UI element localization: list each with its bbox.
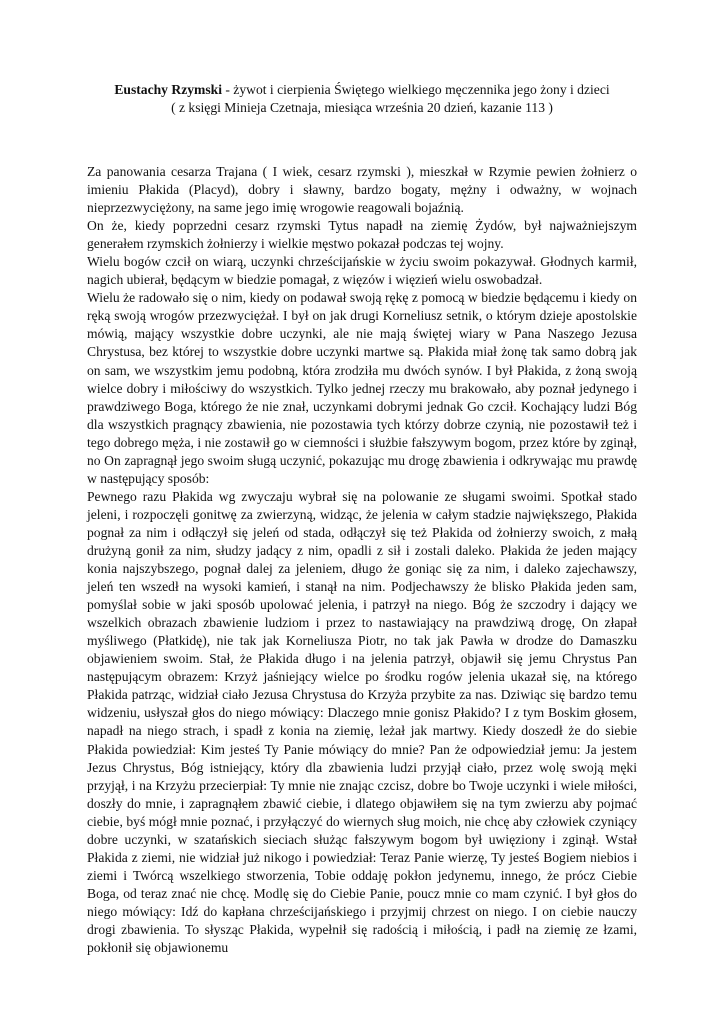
paragraph: Wielu że radowało się o nim, kiedy on podawał swoją rękę z pomocą w biedzie będącemu i kiedy on ręką swoją wrogów przezwyciężał. I był on jak drugi Korneliusz setnik, o którym dzieje apostolskie mówią, mający wszystkie dobre uczynki, ale nie mają świętej wiary w Pana Naszego Jezusa Chrystusa, bez której to wszystkie dobre uczynki martwe są. Płakida miał żonę tak samo dobrą jak on sam, we wszystkim jemu podobną, która zrodziła mu dwóch synów. I był Płakida, z żoną swoją wielce dobry i miłościwy do wszystkich. Tylko jednej rzeczy mu brakowało, aby poznał jedynego i prawdziwego Boga, którego że nie znał, uczynkami dobrymi jednak Go czcił. Kochający ludzi Bóg dla wszystkich pragnący zbawienia, nie pozostawia tych którzy dobrze czynią, nie pozostawił też i tego dobrego męża, i nie zostawił go w ciemności i służbie fałszywym bogom, przez które by zginął, no On zapragnął jego swoim sługą uczynić, pokazując mu drogę zbawienia i odkrywając mu prawdę w następujący sposób:: [87, 290, 637, 486]
source-line: ( z księgi Minieja Czetnaja, miesiąca września 20 dzień, kazanie 113 ): [171, 100, 553, 115]
paragraph: On że, kiedy poprzedni cesarz rzymski Tytus napadł na ziemię Żydów, był najważniejszym generałem rzymskich żołnierzy i wielkie męstwo pokazał podczas tej wojny.: [87, 218, 637, 252]
paragraph: Za panowania cesarza Trajana ( I wiek, cesarz rzymski ), mieszkał w Rzymie pewien żołnierz o imieniu Płakida (Placyd), dobry i sławny, bardzo bogaty, mężny i odważny, w wojnach nieprzezwyciężony, na same jego imię wrogowie reagowali bojaźnią.: [87, 164, 637, 216]
title-text: - żywot i cierpienia Świętego wielkiego męczennika jego żony i dzieci: [221, 82, 610, 97]
document-header: [87, 81, 637, 117]
paragraph: Wielu bogów czcił on wiarą, uczynki chrześcijańskie w życiu swoim pokazywał. Głodnych karmił, nagich ubierał, będącym w biedzie pomagał, z więzów i więzień wielu oswobadzał.: [87, 254, 637, 288]
author-name: Eustachy Rzymski: [114, 82, 222, 97]
paragraph: Pewnego razu Płakida wg zwyczaju wybrał się na polowanie ze sługami swoimi. Spotkał stado jeleni, i rozpoczęli gonitwę za zwierzyną, widząc, że jelenia w całym stadzie największego, Płakida pognał za nim i odłączył się jeleń od stada, odłączył się też Płakida od żołnierzy swoich, z małą drużyną gonił za nim, słudzy jadący z nim, opadli z sił i zostali daleko. Płakida że jeden mający konia najszybszego, pognał dalej za jeleniem, długo że goniąc się za nim, i daleko zajechawszy, jeleń ten wszedł na wysoki kamień, i stanął na nim. Podjechawszy że blisko Płakida jeden sam, pomyślał sobie w jaki sposób upolować jelenia, i patrzył na niego. Bóg że szczodry i dający we wszelkich obrazach zbawienie ludziom i przez to nastawiający na prawdziwą drogę, On złapał myśliwego (Płatkidę), nie tak jak Korneliusza Piotr, no tak jak Pawła w drodze do Damaszku objawieniem swoim. Stał, że Płakida długo i na jelenia patrzył, objawił się jemu Chrystus Pan następującym obrazem: Krzyż jaśniejący wielce po środku rogów jelenia ukazał się, na którego Płakida patrząc, widział ciało Jezusa Chrystusa do Krzyża przybite za nas. Dziwiąc się bardzo temu widzeniu, usłyszał głos do niego mówiący: Dlaczego mnie gonisz Płakido? I z tym Boskim głosem, napadł na niego strach, i spadł z konia na ziemię, leżał jak martwy. Kiedy doszedł że do siebie Płakida powiedział: Kim jesteś Ty Panie mówiący do mnie? Pan że odpowiedział jemu: Ja jestem Jezus Chrystus, Bóg istniejący, który dla zbawienia ludzi przyjął ciało, przez wolę swoją męki przyjął, i na Krzyżu przecierpiał: Ty mnie nie znając czcisz, dobre bo Twoje uczynki i wiele miłości, doszły do mnie, i zapragnąłem zbawić ciebie, i dlatego objawiłem się na tym zwierzu aby pojmać ciebie, byś mógł mnie poznać, i przyłączyć do wiernych sług moich, nie chcę aby człowiek czyniący dobre uczynki, w szatańskich sieciach służąc fałszywym bogom był uwięziony i zginął. Wstał Płakida z ziemi, nie widział już nikogo i powiedział: Teraz Panie wierzę, Ty jesteś Bogiem niebios i ziemi i Twórcą wszelkiego stworzenia, Tobie oddaję pokłon jedynemu, innego, że prócz Ciebie Boga, od teraz znać nie chcę. Modlę się do Ciebie Panie, poucz mnie co mam czynić. I był głos do niego mówiący: Idź do kapłana chrześcijańskiego i przyjmij chrzest on niego. I on ciebie nauczy drogi zbawienia. To słysząc Płakida, wypełnił się radością i miłością, i padł na ziemię ze łzami, pokłonił się objawionemu: [87, 488, 637, 956]
title-line: [87, 81, 637, 99]
document-body: [87, 163, 637, 957]
